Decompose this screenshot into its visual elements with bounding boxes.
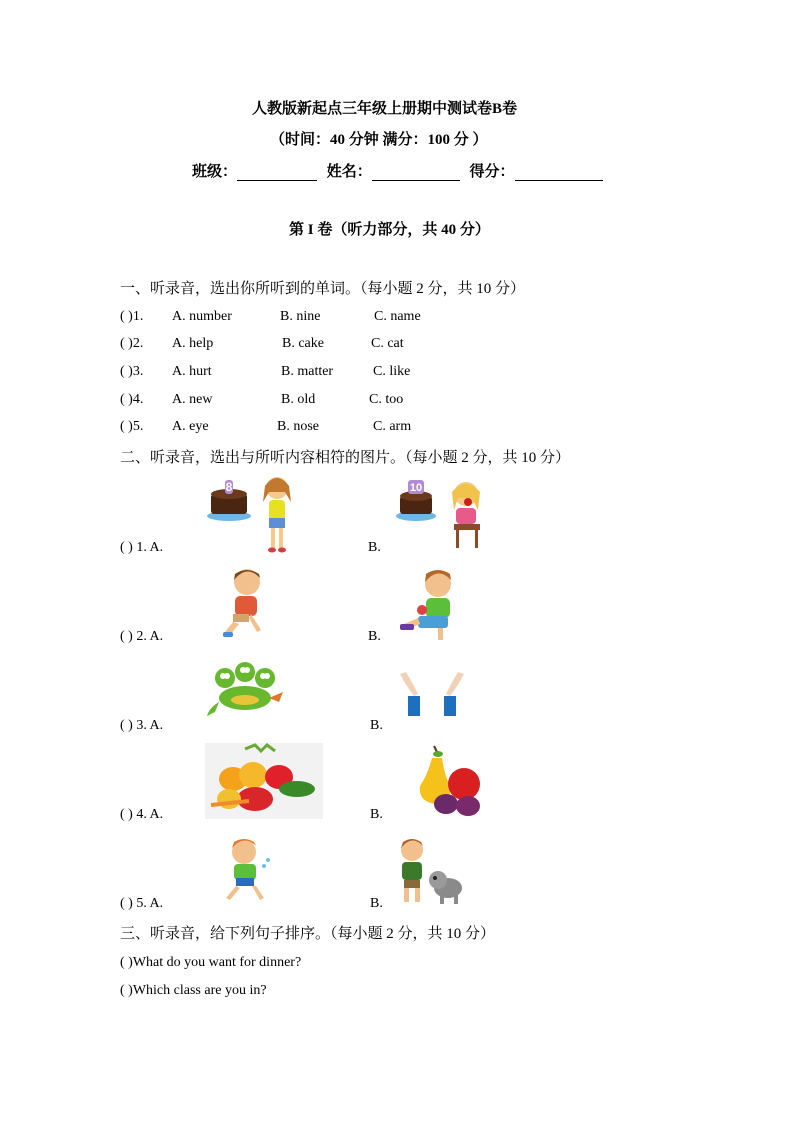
time-score-line: （时间：40 分钟 满分：100 分 ） xyxy=(270,132,488,148)
question-label: ( ) 3. A. xyxy=(120,718,164,733)
option-b-label: B. xyxy=(370,807,383,822)
question-label: ( ) 2. A. xyxy=(120,629,164,644)
sentence-item: ( )Which class are you in? xyxy=(120,983,267,998)
pear-apple-plum-image xyxy=(416,744,486,818)
section3-heading: 三、听录音，给下列句子排序。（每小题 2 分，共 10 分） xyxy=(120,926,496,942)
volume-title: 第 I 卷（听力部分，共 40 分） xyxy=(289,222,490,238)
option-a: A. number xyxy=(172,309,232,324)
option-a: A. new xyxy=(172,392,213,407)
option-b-label: B. xyxy=(368,540,381,555)
option-b: B. cake xyxy=(282,336,324,351)
option-b-label: B. xyxy=(370,718,383,733)
option-a: A. eye xyxy=(172,419,209,434)
boy-crying-image xyxy=(220,836,276,906)
name-blank[interactable] xyxy=(372,166,460,181)
option-a: A. help xyxy=(172,336,214,351)
boy-and-dog-image xyxy=(394,836,470,906)
option-a: A. hurt xyxy=(172,364,212,379)
section1-heading: 一、听录音，选出你所听到的单词。（每小题 2 分，共 10 分） xyxy=(120,281,526,297)
name-label: 姓名： xyxy=(326,164,372,180)
option-c: C. name xyxy=(374,309,421,324)
section2-heading: 二、听录音，选出与所听内容相符的图片。（每小题 2 分，共 10 分） xyxy=(120,450,571,466)
boy-hurt-knee-image xyxy=(221,566,269,642)
item-number: ( )5. xyxy=(120,419,144,434)
question-label: ( ) 5. A. xyxy=(120,896,164,911)
option-b: B. nine xyxy=(280,309,321,324)
option-b-label: B. xyxy=(368,629,381,644)
cake-number: 8 xyxy=(225,480,233,494)
page-title: 人教版新起点三年级上册期中测试卷B卷 xyxy=(252,101,518,117)
item-number: ( )1. xyxy=(120,309,144,324)
option-c: C. arm xyxy=(373,419,412,434)
question-label: ( ) 4. A. xyxy=(120,807,164,822)
vegetables-image xyxy=(205,743,323,819)
score-label: 得分： xyxy=(469,164,515,180)
item-number: ( )4. xyxy=(120,392,144,407)
cake-number: 10 xyxy=(409,482,423,494)
option-c: C. like xyxy=(373,364,411,379)
birthday-cake-10-girl-image xyxy=(394,476,494,552)
class-blank[interactable] xyxy=(237,166,317,181)
option-c: C. cat xyxy=(371,336,404,351)
two-hands-image xyxy=(396,670,468,718)
birthday-cake-8-girl-image xyxy=(205,472,315,554)
class-label: 班级： xyxy=(192,164,238,180)
three-headed-dragon-image xyxy=(205,662,285,720)
option-c: C. too xyxy=(369,392,404,407)
option-b: B. old xyxy=(281,392,316,407)
question-label: ( ) 1. A. xyxy=(120,540,164,555)
score-blank[interactable] xyxy=(515,166,603,181)
item-number: ( )3. xyxy=(120,364,144,379)
item-number: ( )2. xyxy=(120,336,144,351)
option-b: B. nose xyxy=(277,419,319,434)
option-b: B. matter xyxy=(281,364,334,379)
sentence-item: ( )What do you want for dinner? xyxy=(120,955,302,970)
info-line xyxy=(192,160,603,181)
option-b-label: B. xyxy=(370,896,383,911)
boy-hurt-leg-image xyxy=(398,566,462,642)
